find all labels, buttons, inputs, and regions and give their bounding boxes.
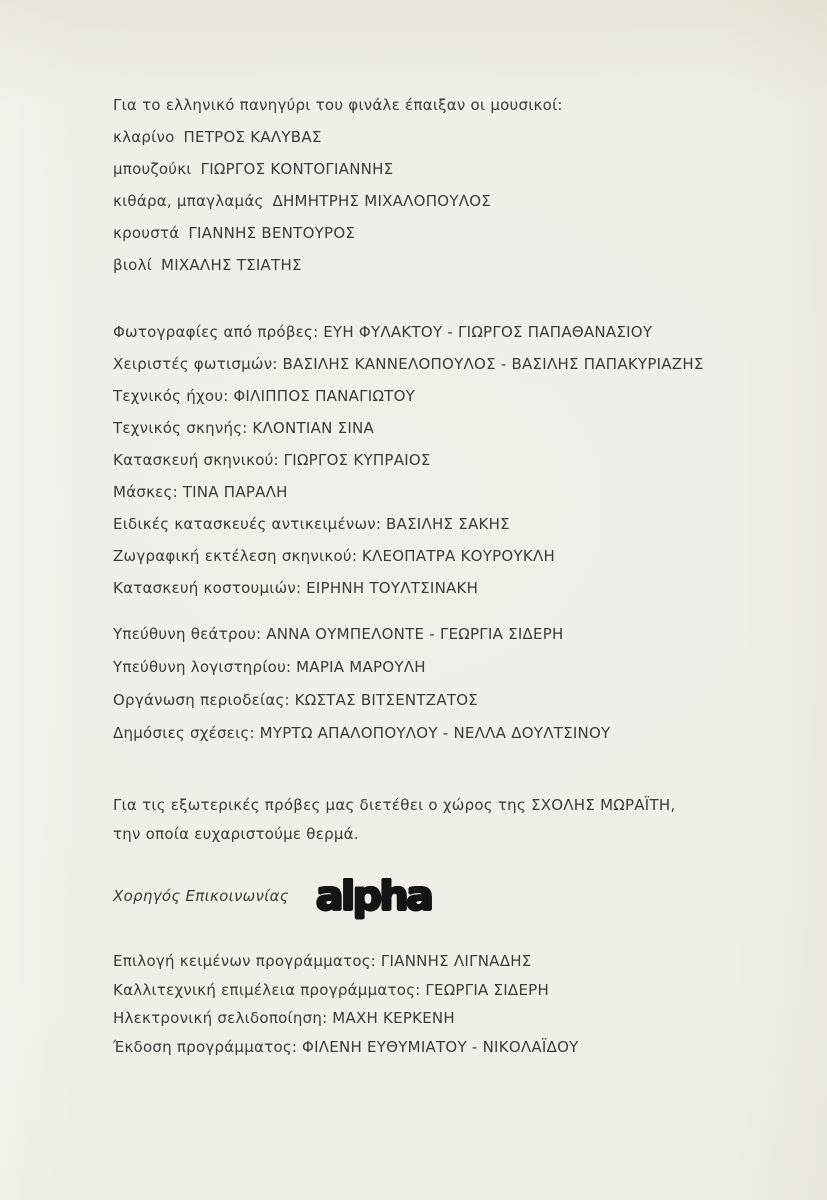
credit-line: [113, 316, 704, 348]
credit-line: [113, 380, 704, 412]
musician-line: [113, 217, 563, 249]
credit-line: [113, 618, 610, 651]
credit-name: ΓΕΩΡΓΙΑ ΣΙΔΕΡΗ: [425, 980, 549, 999]
credit-line: [113, 572, 704, 604]
credit-name: ΒΑΣΙΛΗΣ ΚΑΝΝΕΛΟΠΟΥΛΟΣ - ΒΑΣΙΛΗΣ ΠΑΠΑΚΥΡΙΑΖΗΣ: [282, 355, 704, 373]
credit-line: [113, 508, 704, 540]
credit-name: ΤΙΝΑ ΠΑΡΑΛΗ: [182, 483, 288, 501]
acknowledgement-line-2: την οποία ευχαριστούμε θερμά.: [113, 825, 359, 843]
credit-line: [113, 412, 704, 444]
musician-name: ΓΙΩΡΓΟΣ ΚΟΝΤΟΓΙΑΝΝΗΣ: [200, 160, 394, 178]
credit-line: [113, 976, 579, 1005]
alpha-logo: alpha: [315, 871, 432, 920]
musician-line: [113, 153, 563, 185]
credit-role: Έκδοση προγράμματος:: [113, 1038, 298, 1057]
credit-role: Τεχνικός σκηνής:: [113, 419, 248, 437]
musician-name: ΜΙΧΑΛΗΣ ΤΣΙΑΤΗΣ: [161, 256, 302, 274]
credit-name: ΕΥΗ ΦΥΛΑΚΤΟΥ - ΓΙΩΡΓΟΣ ΠΑΠΑΘΑΝΑΣΙΟΥ: [323, 323, 653, 341]
acknowledgement-section: [113, 791, 675, 849]
credit-role: Χειριστές φωτισμών:: [113, 355, 278, 373]
finale-intro: Για το ελληνικό πανηγύρι του φινάλε έπαιξαν οι μουσικοί:: [113, 96, 563, 114]
credit-line: [113, 684, 610, 717]
credit-name: ΚΛΕΟΠΑΤΡΑ ΚΟΥΡΟΥΚΛΗ: [361, 547, 556, 565]
credit-line: [113, 348, 704, 380]
instrument-label: κιθάρα, μπαγλαμάς: [113, 192, 264, 210]
credit-role: Υπεύθυνη λογιστηρίου:: [113, 658, 292, 676]
credit-role: Μάσκες:: [113, 483, 178, 501]
production-credits-section: [113, 316, 704, 604]
sponsor-label: Χορηγός Επικοινωνίας: [113, 887, 289, 905]
management-credits-section: [113, 618, 610, 750]
credit-name: ΕΙΡΗΝΗ ΤΟΥΛΤΣΙΝΑΚΗ: [306, 579, 479, 597]
credit-line: [113, 947, 579, 976]
credit-line: [113, 1033, 579, 1062]
credit-role: Δημόσιες σχέσεις:: [113, 724, 255, 742]
credit-name: ΓΙΑΝΝΗΣ ΛΙΓΝΑΔΗΣ: [380, 952, 532, 970]
program-credits-section: [113, 947, 579, 1062]
credit-line: [113, 444, 704, 476]
credit-name: ΜΑΡΙΑ ΜΑΡΟΥΛΗ: [296, 658, 426, 676]
credit-role: Υπεύθυνη θεάτρου:: [113, 625, 262, 643]
credit-name: ΚΛΟΝΤΙΑΝ ΣΙΝΑ: [252, 419, 374, 437]
instrument-label: κρουστά: [113, 224, 180, 242]
credit-name: ΚΩΣΤΑΣ ΒΙΤΣΕΝΤΖΑΤΟΣ: [294, 691, 479, 709]
credit-name: ΦΙΛΕΝΗ ΕΥΘΥΜΙΑΤΟΥ - ΝΙΚΟΛΑΪΔΟΥ: [302, 1038, 579, 1057]
credit-role: Ηλεκτρονική σελιδοποίηση:: [113, 1009, 328, 1028]
instrument-label: βιολί: [113, 256, 153, 274]
musician-name: ΠΕΤΡΟΣ ΚΑΛΥΒΑΣ: [183, 128, 322, 146]
credit-name: ΦΙΛΙΠΠΟΣ ΠΑΝΑΓΙΩΤΟΥ: [233, 387, 416, 405]
credit-role: Καλλιτεχνική επιμέλεια προγράμματος:: [113, 980, 421, 999]
credit-role: Κατασκευή σκηνικού:: [113, 451, 279, 469]
musician-line: [113, 249, 563, 281]
credit-role: Τεχνικός ήχου:: [113, 387, 229, 405]
credit-line: [113, 476, 704, 508]
credit-name: ΜΥΡΤΩ ΑΠΑΛΟΠΟΥΛΟΥ - ΝΕΛΛΑ ΔΟΥΛΤΣΙΝΟΥ: [259, 724, 611, 742]
musician-name: ΔΗΜΗΤΡΗΣ ΜΙΧΑΛΟΠΟΥΛΟΣ: [272, 192, 492, 210]
credit-role: Ζωγραφική εκτέλεση σκηνικού:: [113, 547, 358, 565]
musician-line: [113, 185, 563, 217]
credit-role: Κατασκευή κοστουμιών:: [113, 579, 302, 597]
instrument-label: κλαρίνο: [113, 128, 175, 146]
credit-line: [113, 540, 704, 572]
credit-role: Επιλογή κειμένων προγράμματος:: [113, 952, 377, 970]
credit-name: ΓΙΩΡΓΟΣ ΚΥΠΡΑΙΟΣ: [283, 451, 431, 469]
credit-line: [113, 717, 610, 750]
musician-name: ΓΙΑΝΝΗΣ ΒΕΝΤΟΥΡΟΣ: [188, 224, 356, 242]
credit-role: Φωτογραφίες από πρόβες:: [113, 323, 319, 341]
instrument-label: μπουζούκι: [113, 160, 192, 178]
sponsor-row: [113, 872, 431, 920]
credit-name: ΜΑΧΗ ΚΕΡΚΕΝΗ: [332, 1009, 455, 1028]
acknowledgement-line-1: Για τις εξωτερικές πρόβες μας διετέθει ο χώρος της ΣΧΟΛΗΣ ΜΩΡΑΪΤΗ,: [113, 796, 676, 814]
finale-musicians-section: [113, 89, 563, 281]
credit-role: Οργάνωση περιοδείας:: [113, 691, 290, 709]
credit-line: [113, 1004, 579, 1033]
musician-line: [113, 121, 563, 153]
credit-role: Ειδικές κατασκευές αντικειμένων:: [113, 515, 382, 533]
credit-name: ΑΝΝΑ ΟΥΜΠΕΛΟΝΤΕ - ΓΕΩΡΓΙΑ ΣΙΔΕΡΗ: [266, 625, 564, 643]
credit-line: [113, 651, 610, 684]
credit-name: ΒΑΣΙΛΗΣ ΣΑΚΗΣ: [386, 515, 510, 533]
